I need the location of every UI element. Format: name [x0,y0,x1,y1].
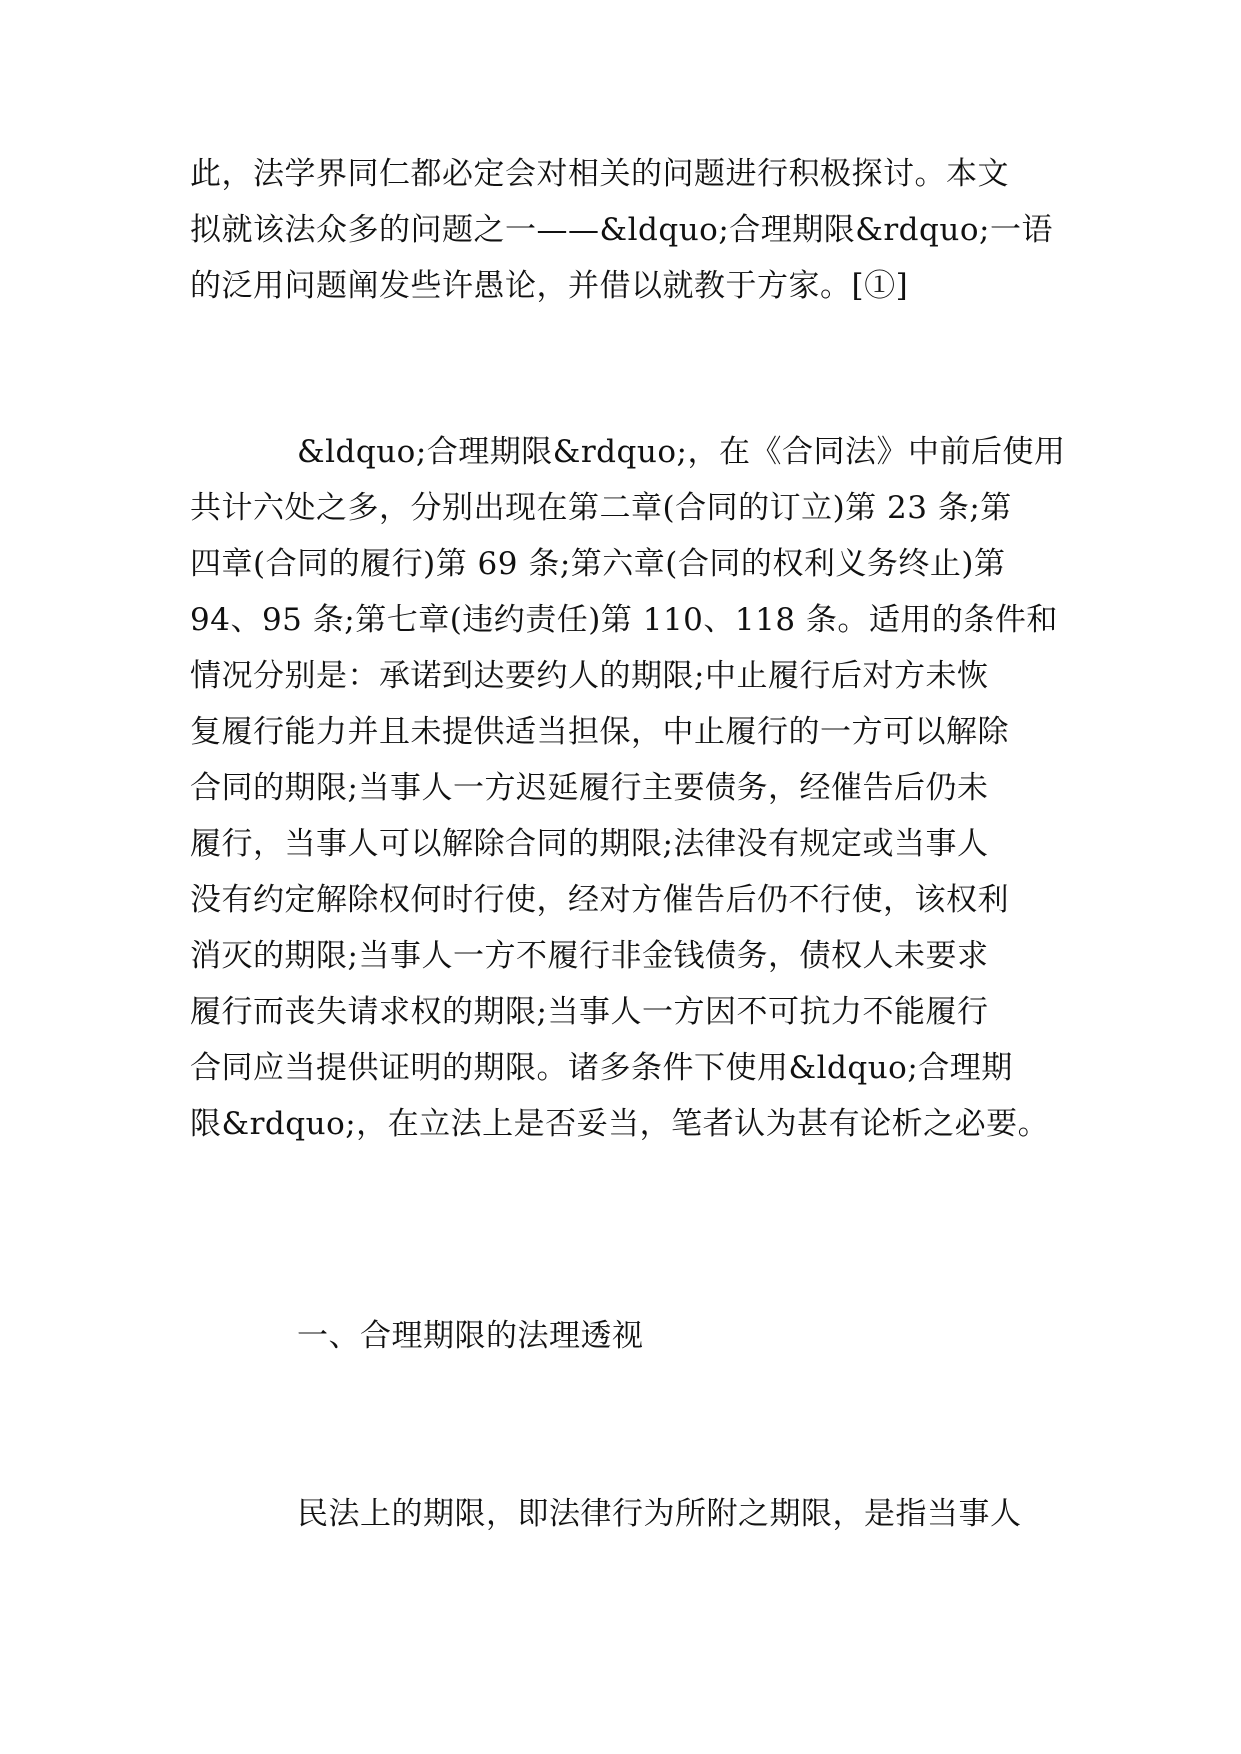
section-heading [190,1308,1070,1364]
text-line: 共计六处之多，分别出现在第二章(合同的订立)第 23 条;第 [190,490,1012,526]
paragraph-intro [190,146,1070,314]
paragraph-reasonable-period [190,424,1070,1152]
text-line: 94、95 条;第七章(违约责任)第 110、118 条。适用的条件和 [190,602,1058,638]
text-line: &ldquo;合理期限&rdquo;，在《合同法》中前后使用 [297,434,1066,470]
text-line: 四章(合同的履行)第 69 条;第六章(合同的权利义务终止)第 [190,546,1006,582]
text-line: 没有约定解除权何时行使，经对方催告后仍不行使，该权利 [190,882,1009,918]
text-line: 民法上的期限，即法律行为所附之期限，是指当事人 [297,1496,1022,1532]
text-line: 合同的期限;当事人一方迟延履行主要债务，经催告后仍未 [190,770,989,806]
text-line: 限&rdquo;，在立法上是否妥当，笔者认为甚有论析之必要。 [190,1106,1050,1142]
text-line: 复履行能力并且未提供适当担保，中止履行的一方可以解除 [190,714,1009,750]
section-heading-text: 一、合理期限的法理透视 [297,1318,644,1354]
paragraph-period-definition [190,1486,1070,1542]
text-line: 合同应当提供证明的期限。诸多条件下使用&ldquo;合理期 [190,1050,1013,1086]
text-line: 拟就该法众多的问题之一——&ldquo;合理期限&rdquo;一语 [190,212,1053,248]
text-line: 履行而丧失请求权的期限;当事人一方因不可抗力不能履行 [190,994,989,1030]
text-line: 的泛用问题阐发些许愚论，并借以就教于方家。[①] [190,268,909,304]
text-line: 情况分别是：承诺到达要约人的期限;中止履行后对方未恢 [190,658,989,694]
text-line: 履行，当事人可以解除合同的期限;法律没有规定或当事人 [190,826,989,862]
text-line: 消灭的期限;当事人一方不履行非金钱债务，债权人未要求 [190,938,989,974]
text-line: 此，法学界同仁都必定会对相关的问题进行积极探讨。本文 [190,156,1009,192]
